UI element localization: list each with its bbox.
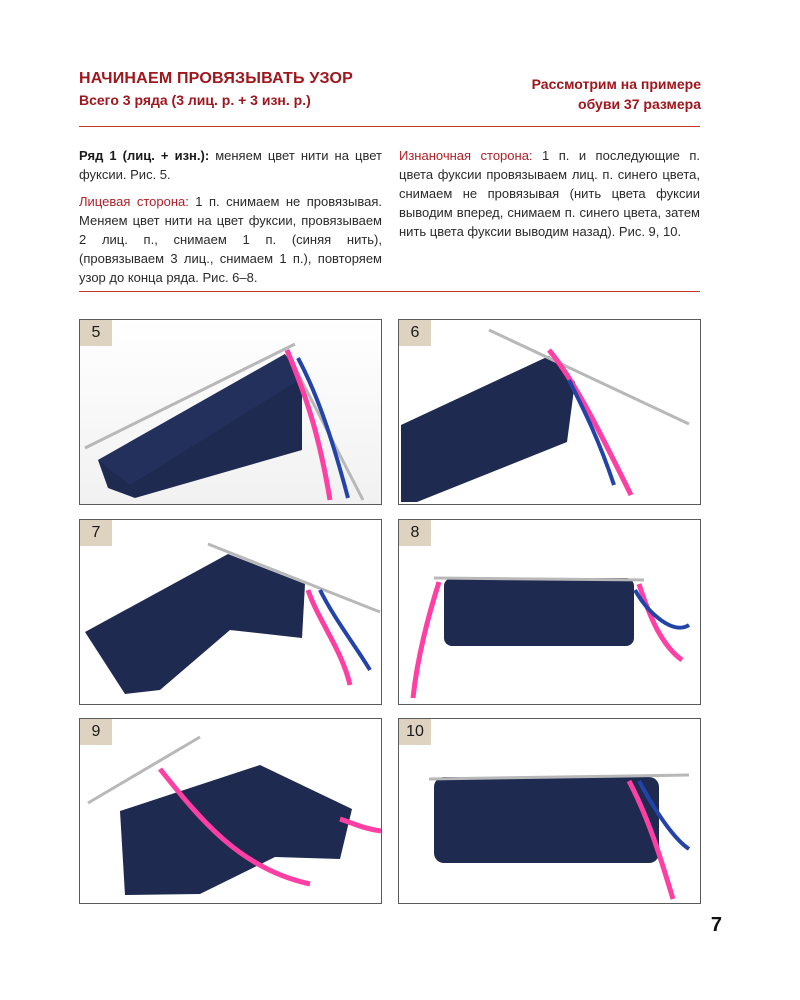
page-subtitle: Всего 3 ряда (3 лиц. р. + 3 изн. р.) bbox=[79, 92, 311, 108]
knitting-photo-7 bbox=[80, 520, 381, 704]
row1-paragraph bbox=[79, 146, 382, 184]
page-number: 7 bbox=[710, 914, 722, 936]
figure-number: 7 bbox=[80, 520, 112, 546]
row1-text: меняем цвет нити на цвет фуксии. Рис. 5. bbox=[79, 148, 382, 182]
knitting-photo-6 bbox=[399, 320, 700, 504]
front-side-paragraph bbox=[79, 192, 382, 287]
front-side-text: 1 п. снимаем не провязывая. Меняем цвет нити на цвет фуксии, провязываем 2 лиц. п., снимаем 1 п. (синяя нить), (провязываем 3 лиц., снимаем 1 п.), повторяем узор до конца ряда. Рис. 6–8. bbox=[79, 194, 382, 285]
size-note-line1: Рассмотрим на примере bbox=[531, 76, 701, 92]
front-side-label: Лицевая сторона: bbox=[79, 194, 189, 209]
back-side-paragraph bbox=[399, 146, 700, 241]
knitting-photo-5 bbox=[80, 320, 381, 504]
knitting-photo-8 bbox=[399, 520, 700, 704]
figure-10 bbox=[398, 718, 701, 904]
size-note bbox=[441, 74, 701, 114]
top-divider bbox=[79, 126, 700, 127]
row1-label: Ряд 1 (лиц. + изн.): bbox=[79, 148, 210, 163]
figure-number: 9 bbox=[80, 719, 112, 745]
figure-9 bbox=[79, 718, 382, 904]
figure-6 bbox=[398, 319, 701, 505]
page-title: НАЧИНАЕМ ПРОВЯЗЫВАТЬ УЗОР bbox=[79, 70, 354, 87]
knitting-photo-10 bbox=[399, 719, 700, 903]
figure-number: 6 bbox=[399, 320, 431, 346]
figure-number: 5 bbox=[80, 320, 112, 346]
instructions-right bbox=[399, 146, 700, 249]
back-side-label: Изнаночная сторона: bbox=[399, 148, 533, 163]
mid-divider bbox=[79, 291, 700, 292]
figure-5 bbox=[79, 319, 382, 505]
back-side-text: 1 п. и последующие п. цвета фуксии провязываем лиц. п. синего цвета, снимаем не провязывая (нить цвета фуксии выводим вперед, снимаем п. синего цвета, затем нить цвета фуксии выводим назад). Рис. 9, 10. bbox=[399, 148, 700, 239]
size-note-line2: обуви 37 размера bbox=[578, 96, 701, 112]
knitting-photo-9 bbox=[80, 719, 381, 903]
figure-number: 8 bbox=[399, 520, 431, 546]
figure-7 bbox=[79, 519, 382, 705]
instructions-left bbox=[79, 146, 382, 295]
figure-number: 10 bbox=[399, 719, 431, 745]
figure-8 bbox=[398, 519, 701, 705]
